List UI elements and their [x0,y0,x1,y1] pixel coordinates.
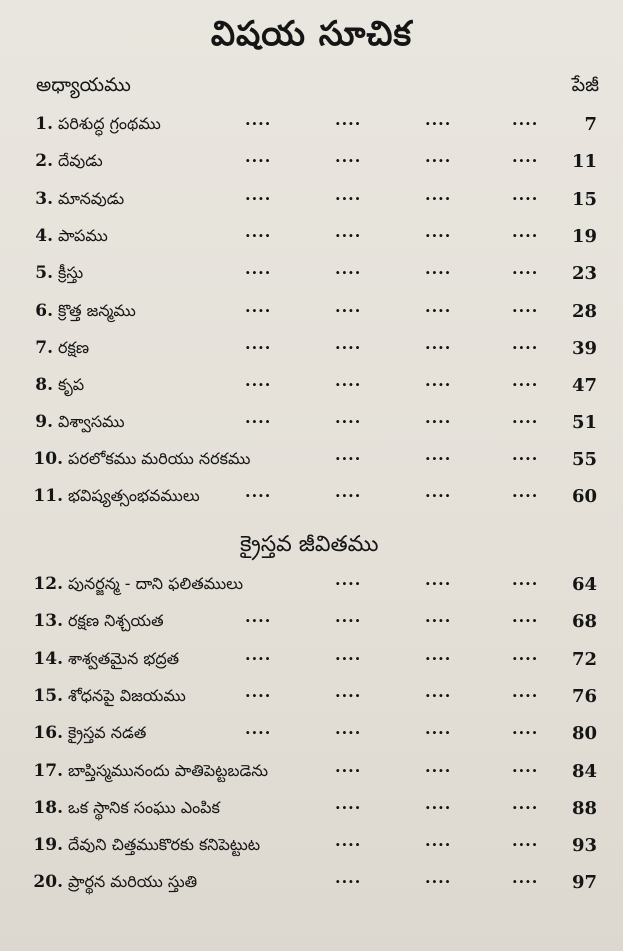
leader-dots: .... [512,222,539,241]
leader-dots: .... [425,719,452,738]
chapter-title: పరలోకము మరియు నరకము [68,449,251,468]
leader-dots: .... [245,334,272,353]
chapter-number: 9. [35,412,53,432]
leader-dots: .... [512,757,539,776]
leader-dots: .... [512,570,539,589]
page-title: విషయ సూచిక [210,14,413,54]
chapter-title: పాపము [58,226,108,245]
chapter-number: 18. [33,798,63,818]
chapter-number: 6. [35,301,53,321]
leader-dots: .... [425,682,452,701]
leader-dots: .... [425,147,452,166]
leader-dots: .... [512,371,539,390]
leader-dots: .... [245,719,272,738]
leader-dots: .... [512,682,539,701]
chapter-number: 13. [33,611,63,631]
leader-dots: .... [425,371,452,390]
page-number: 97 [571,872,597,893]
leader-dots: .... [245,682,272,701]
leader-dots: .... [335,445,362,464]
chapter-number: 12. [33,574,63,594]
page-number: 93 [571,835,597,856]
leader-dots: .... [245,259,272,278]
page-number: 23 [571,263,597,284]
leader-dots: .... [425,408,452,427]
leader-dots: .... [335,147,362,166]
leader-dots: .... [335,831,362,850]
page-number: 68 [571,611,597,632]
chapter-number: 1. [35,114,53,134]
leader-dots: .... [425,482,452,501]
chapter-title: క్రైస్తవ నడత [68,723,147,742]
toc-row [0,792,623,828]
chapter-number: 16. [33,723,63,743]
leader-dots: .... [245,408,272,427]
page-number: 60 [571,486,597,507]
toc-row [0,866,623,902]
leader-dots: .... [512,645,539,664]
leader-dots: .... [512,482,539,501]
chapter-number: 3. [35,189,53,209]
toc-row [0,332,623,368]
leader-dots: .... [425,110,452,129]
leader-dots: .... [425,794,452,813]
chapter-number: 11. [33,486,63,506]
leader-dots: .... [335,682,362,701]
leader-dots: .... [512,794,539,813]
page-number: 51 [571,412,597,433]
leader-dots: .... [425,757,452,776]
toc-row [0,605,623,641]
chapter-number: 15. [33,686,63,706]
page-number: 64 [571,574,597,595]
leader-dots: .... [245,482,272,501]
section-heading: క్రైస్తవ జీవితము [240,532,379,557]
leader-dots: .... [425,570,452,589]
chapter-number: 20. [33,872,63,892]
leader-dots: .... [335,719,362,738]
chapter-title: క్రీస్తు [58,263,84,282]
leader-dots: .... [512,445,539,464]
toc-row [0,406,623,442]
page-number: 47 [571,375,597,396]
chapter-number: 17. [33,761,63,781]
leader-dots: .... [245,371,272,390]
leader-dots: .... [512,719,539,738]
leader-dots: .... [335,110,362,129]
leader-dots: .... [245,147,272,166]
chapter-title: ప్రార్థన మరియు స్తుతి [68,872,198,891]
chapter-title: రక్షణ నిశ్చయత [68,611,164,630]
leader-dots: .... [425,222,452,241]
page-number: 39 [571,338,597,359]
chapter-column-header: అధ్యాయము [36,74,131,96]
chapter-number: 2. [35,151,53,171]
leader-dots: .... [245,297,272,316]
leader-dots: .... [512,110,539,129]
leader-dots: .... [335,645,362,664]
page-number: 84 [571,761,597,782]
leader-dots: .... [335,297,362,316]
leader-dots: .... [425,185,452,204]
leader-dots: .... [512,147,539,166]
toc-row [0,480,623,516]
page-column-header: పేజీ [571,74,599,96]
toc-row [0,257,623,293]
toc-row [0,829,623,865]
chapter-title: శాశ్వతమైన భద్రత [68,649,180,668]
leader-dots: .... [425,645,452,664]
leader-dots: .... [425,607,452,626]
chapter-title: ఒక స్థానిక సంఘు ఎంపిక [68,798,220,817]
chapter-title: మానవుడు [58,189,125,208]
leader-dots: .... [512,408,539,427]
leader-dots: .... [512,868,539,887]
toc-row [0,755,623,791]
page-number: 55 [571,449,597,470]
page-number: 88 [571,798,597,819]
chapter-number: 7. [35,338,53,358]
page-number: 76 [571,686,597,707]
leader-dots: .... [425,297,452,316]
chapter-title: పరిశుద్ధ గ్రంథము [58,114,161,133]
page-number: 7 [584,114,597,135]
page-number: 72 [571,649,597,670]
leader-dots: .... [335,794,362,813]
chapter-title: భవిష్యత్సంభవములు [68,486,200,505]
chapter-number: 4. [35,226,53,246]
leader-dots: .... [245,222,272,241]
leader-dots: .... [425,831,452,850]
chapter-title: కృప [58,375,85,394]
chapter-number: 14. [33,649,63,669]
leader-dots: .... [512,607,539,626]
chapter-title: విశ్వాసము [58,412,125,431]
leader-dots: .... [335,408,362,427]
leader-dots: .... [245,110,272,129]
leader-dots: .... [335,222,362,241]
chapter-title: క్రొత్త జన్మము [58,301,136,320]
chapter-number: 8. [35,375,53,395]
toc-row [0,369,623,405]
leader-dots: .... [512,297,539,316]
chapter-title: దేవుడు [58,151,103,170]
toc-row [0,680,623,716]
page-number: 15 [571,189,597,210]
leader-dots: .... [425,259,452,278]
leader-dots: .... [335,570,362,589]
toc-row [0,643,623,679]
leader-dots: .... [335,607,362,626]
toc-row [0,717,623,753]
toc-row [0,220,623,256]
toc-row [0,295,623,331]
leader-dots: .... [245,185,272,204]
leader-dots: .... [335,185,362,204]
leader-dots: .... [425,445,452,464]
leader-dots: .... [335,482,362,501]
chapter-title: శోధనపై విజయము [68,686,186,705]
toc-row [0,145,623,181]
leader-dots: .... [512,185,539,204]
leader-dots: .... [425,334,452,353]
toc-row [0,183,623,219]
leader-dots: .... [335,757,362,776]
chapter-number: 10. [33,449,63,469]
chapter-title: బాప్తిస్మమునందు పాతిపెట్టబడెను [68,761,269,780]
chapter-number: 19. [33,835,63,855]
leader-dots: .... [512,334,539,353]
chapter-title: పునర్జన్మ - దాని ఫలితములు [68,574,243,593]
leader-dots: .... [425,868,452,887]
toc-row [0,108,623,144]
chapter-title: రక్షణ [58,338,90,357]
leader-dots: .... [335,371,362,390]
page-number: 11 [571,151,597,172]
toc-row [0,568,623,604]
toc-row [0,443,623,479]
leader-dots: .... [245,607,272,626]
leader-dots: .... [335,868,362,887]
page-number: 80 [571,723,597,744]
leader-dots: .... [335,259,362,278]
page-number: 28 [571,301,597,322]
leader-dots: .... [335,334,362,353]
leader-dots: .... [512,259,539,278]
chapter-number: 5. [35,263,53,283]
page-number: 19 [571,226,597,247]
leader-dots: .... [245,645,272,664]
leader-dots: .... [512,831,539,850]
chapter-title: దేవుని చిత్తముకొరకు కనిపెట్టుట [68,835,261,854]
